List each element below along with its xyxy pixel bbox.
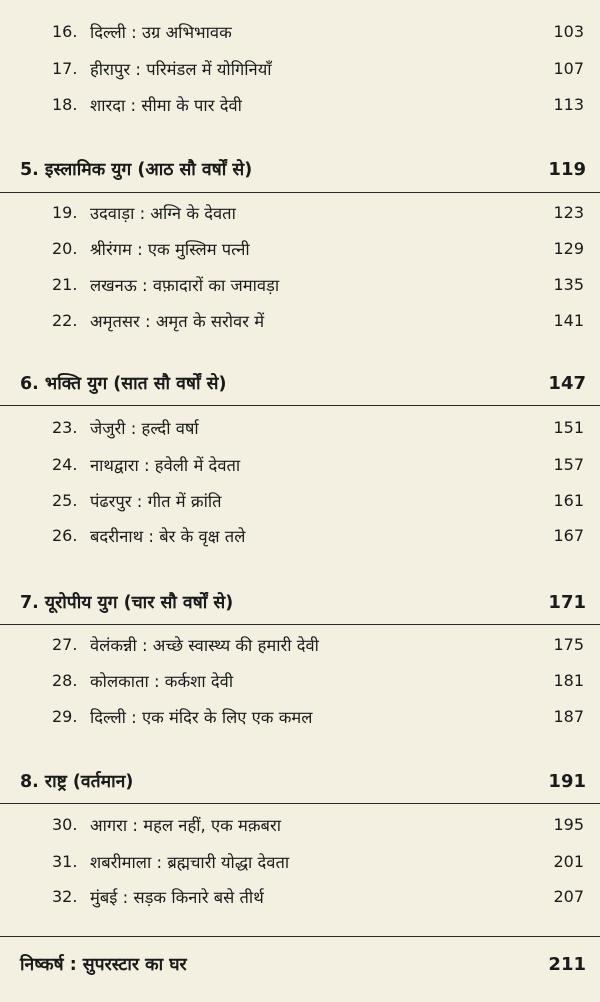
entry-number: 25.: [52, 490, 78, 510]
section-divider: [0, 624, 600, 625]
entry-title: दिल्ली : उग्र अभिभावक: [90, 22, 232, 42]
section-title: 7. यूरोपीय युग (चार सौ वर्षों से): [20, 593, 234, 613]
toc-entry: [0, 53, 600, 83]
toc-entry: [0, 520, 600, 550]
toc-entry: [0, 233, 600, 263]
entry-number: 16.: [52, 21, 78, 41]
entry-number: 21.: [52, 274, 78, 294]
section-page: 171: [548, 591, 586, 613]
toc-section: [0, 949, 600, 979]
entry-page: 123: [553, 202, 584, 222]
entry-page: 103: [553, 21, 584, 41]
entry-title: श्रीरंगम : एक मुस्लिम पत्नी: [90, 239, 250, 259]
entry-number: 26.: [52, 525, 78, 545]
entry-title: लखनऊ : वफ़ादारों का जमावड़ा: [90, 275, 280, 295]
section-title: 6. भक्ति युग (सात सौ वर्षों से): [20, 374, 227, 394]
entry-title: उदवाड़ा : अग्नि के देवता: [90, 203, 236, 223]
toc-entry: [0, 197, 600, 227]
toc-entry: [0, 89, 600, 119]
conclusion-page: 211: [548, 953, 586, 975]
toc-entry: [0, 629, 600, 659]
entry-title: हीरापुर : परिमंडल में योगिनियाँ: [90, 59, 272, 79]
section-divider: [0, 936, 600, 937]
entry-number: 22.: [52, 310, 78, 330]
entry-page: 201: [553, 851, 584, 871]
toc-section: [0, 587, 600, 617]
entry-title: अमृतसर : अमृत के सरोवर में: [90, 311, 265, 331]
entry-number: 29.: [52, 706, 78, 726]
toc-entry: [0, 305, 600, 335]
entry-title: शबरीमाला : ब्रह्मचारी योद्धा देवता: [90, 852, 290, 872]
entry-number: 19.: [52, 202, 78, 222]
entry-title: नाथद्वारा : हवेली में देवता: [90, 455, 241, 475]
entry-number: 31.: [52, 851, 78, 871]
section-page: 191: [548, 770, 586, 792]
entry-page: 181: [553, 670, 584, 690]
entry-number: 20.: [52, 238, 78, 258]
toc-section: [0, 154, 600, 184]
section-divider: [0, 803, 600, 804]
entry-title: बदरीनाथ : बेर के वृक्ष तले: [90, 526, 246, 546]
section-page: 119: [548, 158, 586, 180]
entry-page: 135: [553, 274, 584, 294]
toc-entry: [0, 881, 600, 911]
toc-entry: [0, 269, 600, 299]
entry-page: 113: [553, 94, 584, 114]
entry-page: 161: [553, 490, 584, 510]
entry-title: मुंबई : सड़क किनारे बसे तीर्थ: [90, 887, 264, 907]
entry-page: 141: [553, 310, 584, 330]
entry-number: 30.: [52, 814, 78, 834]
entry-title: शारदा : सीमा के पार देवी: [90, 95, 242, 115]
section-page: 147: [548, 372, 586, 394]
entry-page: 175: [553, 634, 584, 654]
toc-entry: [0, 16, 600, 46]
section-divider: [0, 405, 600, 406]
toc-entry: [0, 809, 600, 839]
entry-title: वेलंकन्नी : अच्छे स्वास्थ्य की हमारी देवी: [90, 635, 319, 655]
entry-page: 129: [553, 238, 584, 258]
entry-number: 17.: [52, 58, 78, 78]
section-divider: [0, 192, 600, 193]
entry-page: 195: [553, 814, 584, 834]
entry-page: 151: [553, 417, 584, 437]
entry-page: 107: [553, 58, 584, 78]
entry-number: 18.: [52, 94, 78, 114]
toc-entry: [0, 485, 600, 515]
entry-number: 24.: [52, 454, 78, 474]
toc-entry: [0, 449, 600, 479]
entry-title: कोलकाता : कर्कशा देवी: [90, 671, 234, 691]
conclusion-title: निष्कर्ष : सुपरस्टार का घर: [20, 955, 187, 975]
entry-page: 167: [553, 525, 584, 545]
entry-number: 27.: [52, 634, 78, 654]
entry-title: पंढरपुर : गीत में क्रांति: [90, 491, 222, 511]
toc-entry: [0, 846, 600, 876]
entry-page: 157: [553, 454, 584, 474]
entry-page: 207: [553, 886, 584, 906]
toc-section: [0, 766, 600, 796]
toc-entry: [0, 665, 600, 695]
entry-number: 28.: [52, 670, 78, 690]
section-title: 5. इस्लामिक युग (आठ सौ वर्षों से): [20, 160, 253, 180]
toc-entry: [0, 701, 600, 731]
entry-number: 23.: [52, 417, 78, 437]
entry-title: आगरा : महल नहीं, एक मक़बरा: [90, 815, 281, 835]
section-title: 8. राष्ट्र (वर्तमान): [20, 772, 134, 792]
entry-title: दिल्ली : एक मंदिर के लिए एक कमल: [90, 707, 313, 727]
entry-page: 187: [553, 706, 584, 726]
entry-title: जेजुरी : हल्दी वर्षा: [90, 418, 199, 438]
toc-entry: [0, 412, 600, 442]
entry-number: 32.: [52, 886, 78, 906]
toc-section: [0, 368, 600, 398]
